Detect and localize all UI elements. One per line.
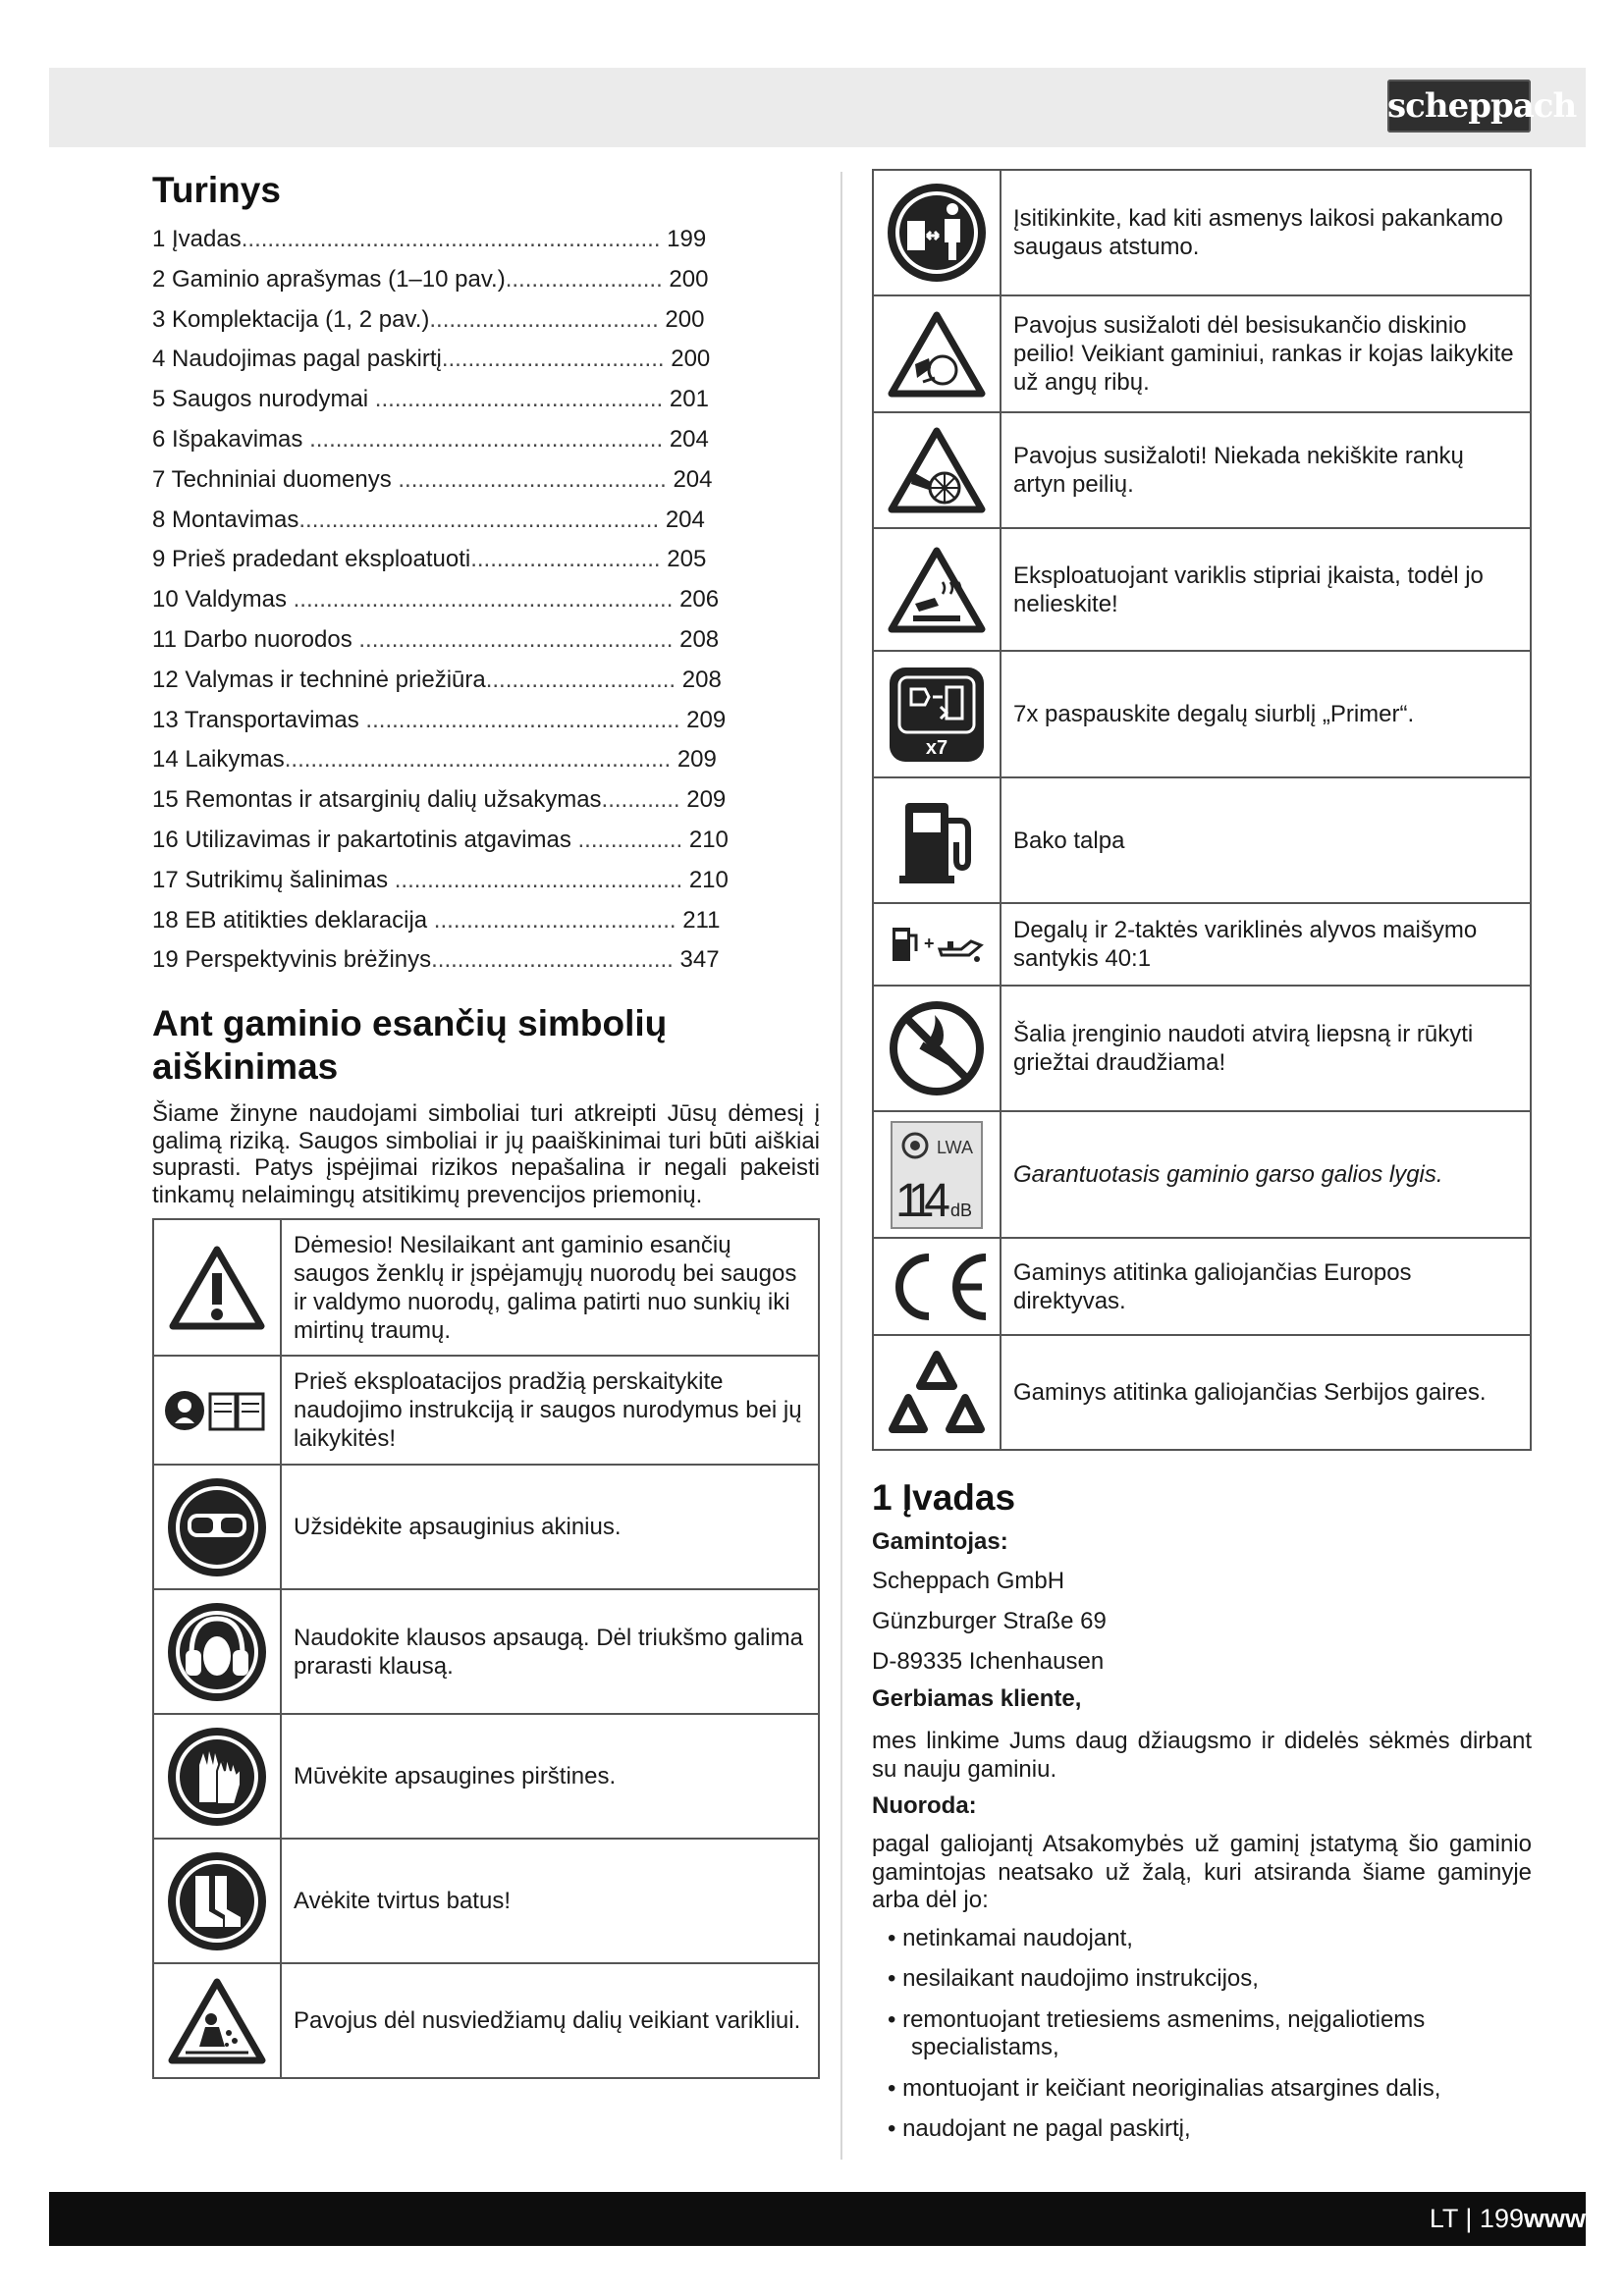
fuel-pump-icon bbox=[874, 791, 1000, 889]
symbol-text: Šalia įrenginio naudoti atvirą liepsną ir rūkyti griežtai draudžiama! bbox=[1001, 986, 1531, 1111]
symbol-text: Gaminys atitinka galiojančias Serbijos gaires. bbox=[1001, 1335, 1531, 1450]
symbol-row bbox=[153, 1963, 819, 2078]
symbol-text: Mūvėkite apsaugines pirštines. bbox=[281, 1714, 819, 1839]
symbol-text: Dėmesio! Nesilaikant ant gaminio esančių saugos ženklų ir įspėjamųjų nuorodų bei saugos ir valdymo nuorodų, galima patirti nuo sunkių iki mirtinų traumų. bbox=[281, 1219, 819, 1356]
rotating-blade-icon bbox=[874, 309, 1000, 400]
toc-item: 16 Utilizavimas ir pakartotinis atgavimas ................ 210 bbox=[152, 826, 729, 853]
header-bar bbox=[49, 68, 1586, 147]
symbols-table-left bbox=[152, 1218, 820, 2079]
symbol-row bbox=[873, 1111, 1531, 1238]
serbian-mark-icon bbox=[874, 1349, 1000, 1437]
symbols-table-right bbox=[872, 169, 1532, 1451]
symbol-text: Pavojus dėl nusviedžiamų dalių veikiant varikliui. bbox=[281, 1963, 819, 2078]
list-item: • netinkamai naudojant, bbox=[888, 1924, 1133, 1951]
gloves-icon bbox=[154, 1726, 280, 1828]
toc-item: 6 Išpakavimas ...................................................... 204 bbox=[152, 425, 709, 453]
symbol-text: Gaminys atitinka galiojančias Europos direktyvas. bbox=[1001, 1238, 1531, 1335]
right-column bbox=[872, 169, 1532, 2157]
footer-bar bbox=[49, 2192, 1586, 2246]
keep-distance-icon bbox=[874, 182, 1000, 284]
toc-item: 5 Saugos nurodymai ............................................ 201 bbox=[152, 386, 709, 413]
liability-list bbox=[872, 1925, 1532, 2144]
toc-item: 19 Perspektyvinis brėžinys..................................... 347 bbox=[152, 946, 720, 974]
note-text: pagal galiojantį Atsakomybės už gaminį įstatymą šio gaminio gamintojas neatsako už žalą, kuri atsiranda šiame gaminyje arba dėl jo: bbox=[872, 1831, 1532, 1913]
toc-item: 10 Valdymas .......................................................... 206 bbox=[152, 586, 720, 614]
table-of-contents bbox=[152, 220, 781, 981]
warning-triangle-icon bbox=[154, 1244, 280, 1332]
toc-title: Turinys bbox=[152, 170, 281, 210]
toc-item: 3 Komplektacija (1, 2 pav.)................................... 200 bbox=[152, 305, 705, 333]
toc-item: 18 EB atitikties deklaracija ..................................... 211 bbox=[152, 906, 721, 934]
symbol-row bbox=[153, 1465, 819, 1589]
symbol-text: Įsitikinkite, kad kiti asmenys laikosi pakankamo saugaus atstumo. bbox=[1001, 170, 1531, 295]
manufacturer-name: Scheppach GmbH bbox=[872, 1568, 1065, 1594]
fuel-oil-mix-icon bbox=[874, 920, 1000, 969]
svg-text:+: + bbox=[924, 934, 935, 953]
symbol-text: Užsidėkite apsauginius akinius. bbox=[281, 1465, 819, 1589]
intro-title: 1 Įvadas bbox=[872, 1477, 1016, 1518]
symbol-text: Pavojus susižaloti dėl besisukančio diskinio peilio! Veikiant gaminiui, rankas ir kojas laikykite už angų ribų. bbox=[1001, 295, 1531, 412]
toc-item: 4 Naudojimas pagal paskirtį.................................. 200 bbox=[152, 346, 711, 373]
symbol-text: Prieš eksploatacijos pradžią perskaitykite naudojimo instrukciją ir saugos nurodymus bei jų laikykitės! bbox=[281, 1356, 819, 1465]
no-fire-smoking-icon bbox=[874, 997, 1000, 1099]
list-item: • montuojant ir keičiant neoriginalias atsargines dalis, bbox=[888, 2074, 1441, 2102]
symbol-row bbox=[873, 1238, 1531, 1335]
scheppach-logo: scheppach bbox=[1387, 80, 1531, 133]
svg-text:LWA: LWA bbox=[937, 1137, 974, 1157]
footer-web-label: www bbox=[1523, 2204, 1586, 2233]
symbols-intro: Šiame žinyne naudojami simboliai turi atkreipti Jūsų dėmesį į galimą riziką. Saugos simboliai ir jų paaiškinimai turi būti aiškiai suprasti. Patys įspėjimai rizikos nepašalina ir negali pakeisti tinkamų nelaimingų atsitikimų prevencijos priemonių. bbox=[152, 1100, 820, 1208]
symbol-row bbox=[153, 1219, 819, 1356]
list-item: • naudojant ne pagal paskirtį, bbox=[888, 2115, 1191, 2142]
symbols-title: Ant gaminio esančių simbolių aiškinimas bbox=[152, 1003, 668, 1088]
symbol-row bbox=[873, 295, 1531, 412]
hand-blade-icon bbox=[874, 425, 1000, 515]
symbol-text: 7x paspauskite degalų siurblį „Primer“. bbox=[1001, 651, 1531, 777]
symbol-text: Pavojus susižaloti! Niekada nekiškite rankų artyn peilių. bbox=[1001, 412, 1531, 528]
symbol-text: Bako talpa bbox=[1001, 777, 1531, 903]
symbol-row bbox=[153, 1356, 819, 1465]
symbol-row bbox=[873, 651, 1531, 777]
note-label: Nuoroda: bbox=[872, 1792, 977, 1819]
symbol-row bbox=[153, 1714, 819, 1839]
symbol-row bbox=[873, 777, 1531, 903]
primer-pump-icon bbox=[874, 664, 1000, 766]
ce-mark-icon bbox=[874, 1248, 1000, 1326]
customer-label: Gerbiamas kliente, bbox=[872, 1685, 1082, 1712]
symbol-row bbox=[873, 412, 1531, 528]
ear-protection-icon bbox=[154, 1601, 280, 1703]
svg-text:dB: dB bbox=[950, 1200, 973, 1220]
toc-item: 8 Montavimas....................................................... 204 bbox=[152, 506, 705, 533]
svg-text:114: 114 bbox=[895, 1174, 950, 1227]
toc-item: 9 Prieš pradedant eksploatuoti............................. 205 bbox=[152, 546, 707, 573]
symbol-row bbox=[873, 528, 1531, 651]
symbol-row bbox=[873, 903, 1531, 986]
manufacturer-city: D-89335 Ichenhausen bbox=[872, 1648, 1105, 1675]
symbol-row bbox=[873, 986, 1531, 1111]
manufacturer-street: Günzburger Straße 69 bbox=[872, 1608, 1107, 1634]
symbol-row bbox=[153, 1589, 819, 1714]
column-divider bbox=[840, 172, 842, 2160]
toc-item: 15 Remontas ir atsarginių dalių užsakymas............ 209 bbox=[152, 786, 727, 814]
hot-surface-icon bbox=[874, 545, 1000, 635]
list-item: • nesilaikant naudojimo instrukcijos, bbox=[888, 1965, 1259, 1992]
boots-icon bbox=[154, 1850, 280, 1952]
toc-item: 1 Įvadas................................................................ 199 bbox=[152, 226, 707, 252]
toc-item: 11 Darbo nuorodos ................................................ 208 bbox=[152, 625, 720, 653]
left-column bbox=[152, 169, 820, 2079]
svg-text:x7: x7 bbox=[925, 736, 948, 759]
toc-item: 13 Transportavimas ................................................ 209 bbox=[152, 706, 727, 733]
symbol-text: Naudokite klausos apsaugą. Dėl triukšmo galima prarasti klausą. bbox=[281, 1589, 819, 1714]
list-item: • remontuojant tretiesiems asmenims, neįgaliotiems specialistams, bbox=[888, 2005, 1426, 2060]
toc-item: 12 Valymas ir techninė priežiūra............................. 208 bbox=[152, 666, 722, 693]
customer-text: mes linkime Jums daug džiaugsmo ir didelės sėkmės dirbant su nauju gaminiu. bbox=[872, 1728, 1532, 1783]
symbol-row bbox=[873, 1335, 1531, 1450]
symbol-text: Avėkite tvirtus batus! bbox=[281, 1839, 819, 1963]
page-number: LT | 199www bbox=[1429, 2204, 1586, 2233]
symbol-text: Garantuotasis gaminio garso galios lygis. bbox=[1001, 1111, 1531, 1238]
toc-item: 7 Techniniai duomenys ......................................... 204 bbox=[152, 465, 713, 493]
read-manual-icon bbox=[154, 1386, 280, 1435]
safety-goggles-icon bbox=[154, 1476, 280, 1578]
symbol-row bbox=[873, 170, 1531, 295]
toc-item: 14 Laikymas........................................................... 209 bbox=[152, 746, 717, 774]
flying-debris-icon bbox=[154, 1976, 280, 2066]
toc-item: 17 Sutrikimų šalinimas ............................................ 210 bbox=[152, 866, 729, 893]
toc-item: 2 Gaminio aprašymas (1–10 pav.)........................ 200 bbox=[152, 265, 709, 293]
symbol-text: Degalų ir 2-taktės variklinės alyvos maišymo santykis 40:1 bbox=[1001, 903, 1531, 986]
manufacturer-label: Gamintojas: bbox=[872, 1528, 1008, 1555]
sound-power-icon bbox=[874, 1120, 1000, 1230]
symbol-row bbox=[153, 1839, 819, 1963]
symbol-text: Eksploatuojant variklis stipriai įkaista, todėl jo nelieskite! bbox=[1001, 528, 1531, 651]
